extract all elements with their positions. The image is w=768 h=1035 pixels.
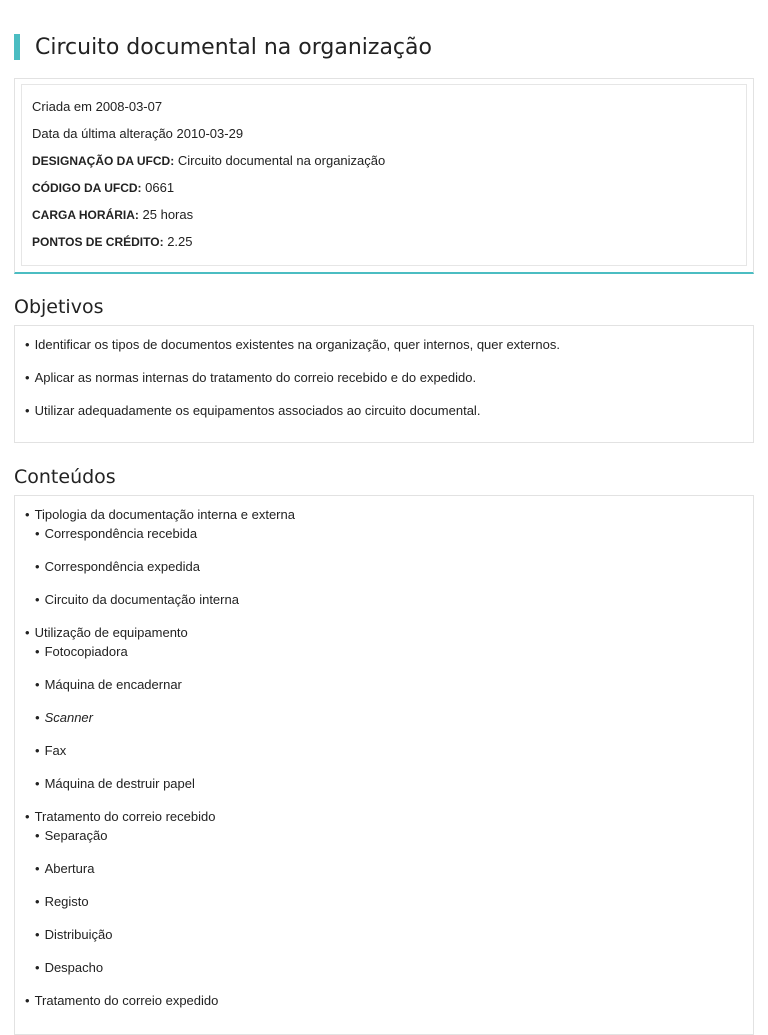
list-item: • Utilizar adequadamente os equipamentos associados ao circuito documental. xyxy=(25,402,753,435)
hours-row xyxy=(32,206,736,233)
contents-group-label: • Tipologia da documentação interna e externa xyxy=(25,506,753,523)
list-item: • Despacho xyxy=(35,959,753,992)
modified-value: 2010-03-29 xyxy=(176,126,244,141)
hours-value: 25 horas xyxy=(142,207,194,222)
list-item: • Circuito da documentação interna xyxy=(35,591,753,624)
page-title xyxy=(14,34,432,60)
objectives-list xyxy=(15,326,753,435)
contents-sublist xyxy=(25,523,753,624)
code-value: 0661 xyxy=(145,180,175,195)
contents-group xyxy=(25,624,753,808)
contents-group xyxy=(25,808,753,992)
list-item: • Identificar os tipos de documentos existentes na organização, quer internos, quer externos. xyxy=(25,336,753,369)
designation-label: DESIGNAÇÃO DA UFCD: xyxy=(32,154,175,168)
list-item: • Distribuição xyxy=(35,926,753,959)
contents-sublist xyxy=(25,641,753,808)
code-label: CÓDIGO DA UFCD: xyxy=(32,181,142,195)
list-item: • Aplicar as normas internas do tratamento do correio recebido e do expedido. xyxy=(25,369,753,402)
credits-row xyxy=(32,233,736,260)
metadata-panel xyxy=(14,78,754,274)
list-item: • Separação xyxy=(35,827,753,860)
created-label: Criada em xyxy=(32,99,92,114)
contents-box xyxy=(14,495,754,1035)
designation-row xyxy=(32,152,736,179)
list-item: • Scanner xyxy=(35,709,753,742)
title-accent-bar xyxy=(14,34,20,60)
list-item: • Correspondência expedida xyxy=(35,558,753,591)
code-row xyxy=(32,179,736,206)
contents-sublist xyxy=(25,825,753,992)
created-row xyxy=(32,98,736,125)
list-item: • Máquina de encadernar xyxy=(35,676,753,709)
contents-group-label: • Tratamento do correio recebido xyxy=(25,808,753,825)
list-item: • Máquina de destruir papel xyxy=(35,775,753,808)
contents-heading: Conteúdos xyxy=(14,466,116,488)
contents-list xyxy=(15,496,753,1009)
objectives-heading: Objetivos xyxy=(14,296,104,318)
credits-label: PONTOS DE CRÉDITO: xyxy=(32,235,164,249)
contents-group-label: • Utilização de equipamento xyxy=(25,624,753,641)
page-title-text: Circuito documental na organização xyxy=(35,34,432,60)
contents-group-label: • Tratamento do correio expedido xyxy=(25,992,753,1009)
objectives-box xyxy=(14,325,754,443)
contents-group xyxy=(25,506,753,624)
modified-label: Data da última alteração xyxy=(32,126,173,141)
created-value: 2008-03-07 xyxy=(95,99,163,114)
designation-value: Circuito documental na organização xyxy=(177,153,386,168)
credits-value: 2.25 xyxy=(167,234,193,249)
contents-group xyxy=(25,992,753,1009)
list-item: • Fotocopiadora xyxy=(35,643,753,676)
modified-row xyxy=(32,125,736,152)
metadata-card xyxy=(21,84,747,266)
list-item: • Correspondência recebida xyxy=(35,525,753,558)
hours-label: CARGA HORÁRIA: xyxy=(32,208,139,222)
list-item: • Fax xyxy=(35,742,753,775)
list-item: • Registo xyxy=(35,893,753,926)
list-item: • Abertura xyxy=(35,860,753,893)
